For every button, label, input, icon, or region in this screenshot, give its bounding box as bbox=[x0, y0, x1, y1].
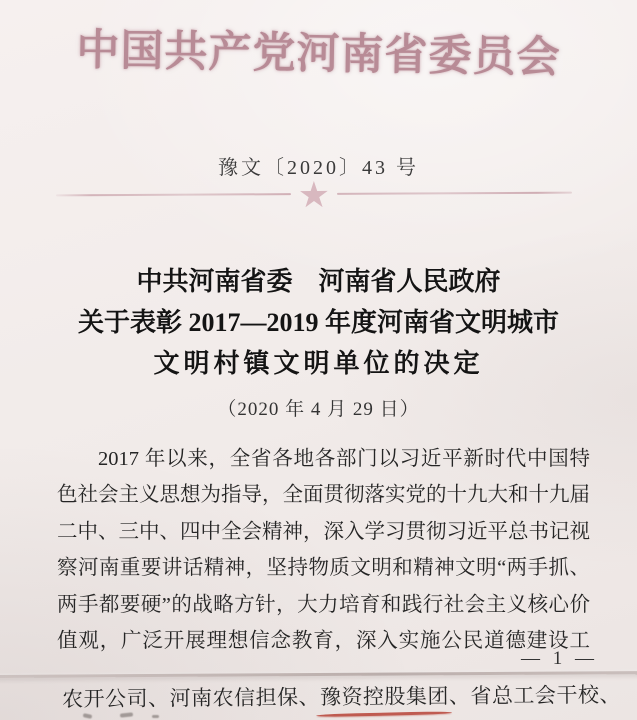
next-page-peek bbox=[0, 676, 637, 720]
underlined-org-name bbox=[320, 680, 449, 711]
body-paragraph bbox=[57, 441, 590, 659]
letterhead-title: 中国共产党河南省委员会 bbox=[76, 27, 561, 82]
star-divider bbox=[56, 175, 572, 214]
document-title bbox=[0, 261, 637, 384]
red-underline-mark bbox=[316, 711, 452, 717]
title-line-1: 中共河南省委 河南省人民政府 bbox=[136, 267, 501, 296]
next-page-text-before: 农开公司、河南农信担保、 bbox=[61, 685, 321, 712]
body-line: 2017 年以来，全省各地各部门以习近平新时代中国特 bbox=[98, 448, 590, 470]
body-line: 色社会主义思想为指导，全面贯彻落实党的十九大和十九届 bbox=[57, 484, 590, 507]
body-line: 二中、三中、四中全会精神，深入学习贯彻习近平总书记视 bbox=[57, 520, 590, 543]
document-number: 豫文〔2020〕43 号 bbox=[218, 157, 419, 179]
next-page-text bbox=[62, 679, 621, 713]
star-icon: ★ bbox=[297, 174, 331, 216]
divider-line-right bbox=[337, 192, 572, 195]
body-line: 察河南重要讲话精神，坚持物质文明和精神文明“两手抓、 bbox=[57, 557, 590, 580]
body-line: 值观，广泛开展理想信念教育，深入实施公民道德建设工 bbox=[57, 630, 590, 653]
page-number: — 1 — bbox=[521, 648, 598, 669]
title-line-2: 关于表彰 2017—2019 年度河南省文明城市 bbox=[77, 308, 559, 337]
title-line-3: 文明村镇文明单位的决定 bbox=[153, 349, 484, 378]
document-date: （2020 年 4 月 29 日） bbox=[217, 399, 420, 420]
next-page-text-after: 、省总工会干校、 bbox=[448, 682, 622, 709]
underlined-org-text: 豫资控股集团 bbox=[319, 684, 450, 710]
body-line: 两手都要硬”的战略方针，大力培育和践行社会主义核心价 bbox=[57, 593, 590, 616]
divider-line-left bbox=[56, 193, 291, 196]
